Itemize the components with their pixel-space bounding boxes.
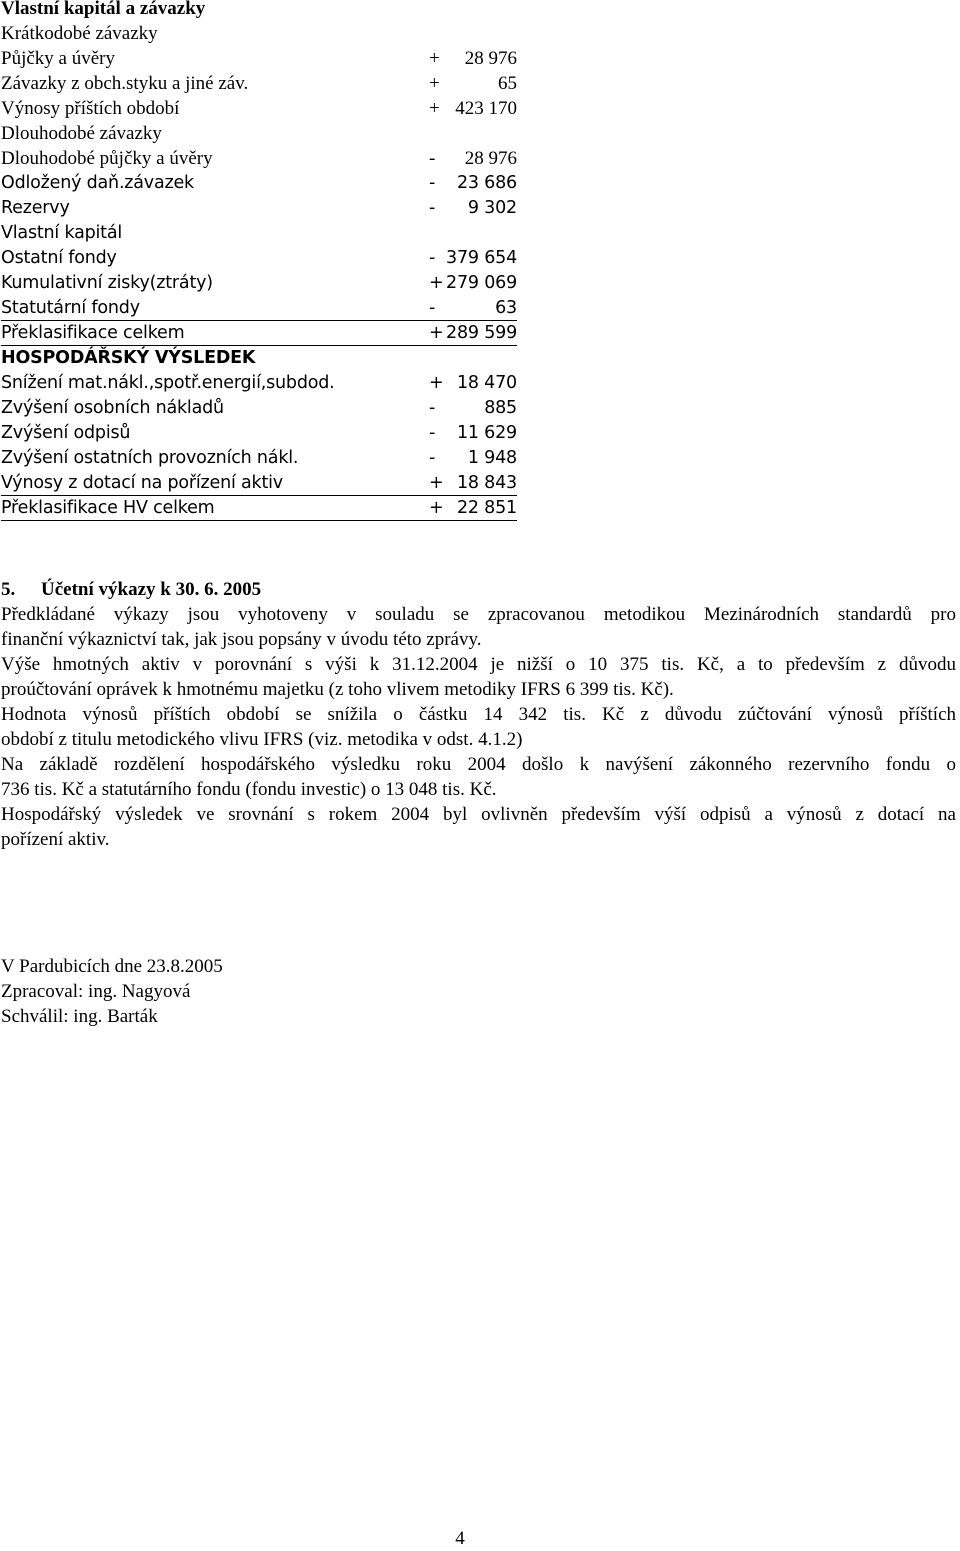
row-sign: - <box>429 198 436 218</box>
paragraph-line: Na základě rozdělení hospodářského výsledku roku 2004 došlo k navýšení zákonného rezervního fondu o <box>1 754 956 775</box>
paragraph-line: Hodnota výnosů příštích období se snížila o částku 14 342 tis. Kč z důvodu zúčtování výnosů příštích <box>1 704 956 725</box>
row-value: 18 470 <box>456 373 517 393</box>
row-sign: - <box>429 248 436 268</box>
row-value: 63 <box>495 298 517 318</box>
paragraph <box>1 752 956 802</box>
paragraph <box>1 702 956 752</box>
row-label: Překlasifikace celkem <box>1 323 185 343</box>
row-value: 23 686 <box>456 173 517 193</box>
row-sign: - <box>429 448 436 468</box>
row-value: 9 302 <box>467 198 517 218</box>
row-sign: - <box>429 398 436 418</box>
row-value: 65 <box>498 73 517 94</box>
table-row <box>1 446 517 471</box>
row-label: Statutární fondy <box>1 298 140 318</box>
section-heading: Vlastní kapitál a závazky <box>1 0 206 19</box>
row-label: Ostatní fondy <box>1 248 117 268</box>
row-value: 28 976 <box>464 148 517 169</box>
table-row <box>1 396 517 421</box>
row-label: Rezervy <box>1 198 70 218</box>
row-value: 28 976 <box>464 48 517 69</box>
table-row <box>1 296 517 321</box>
row-label: Odložený daň.závazek <box>1 173 194 193</box>
row-value: 379 654 <box>446 248 517 268</box>
row-label: Zvýšení ostatních provozních nákl. <box>1 448 299 468</box>
row-sign: + <box>429 273 444 293</box>
paragraph-line: období z titulu metodického vlivu IFRS (viz. metodika v odst. 4.1.2) <box>1 729 523 750</box>
row-label: Zvýšení odpisů <box>1 423 131 443</box>
equity-title: Vlastní kapitál <box>1 223 123 243</box>
row-label: Snížení mat.nákl.,spotř.energií,subdod. <box>1 373 335 393</box>
row-value: 279 069 <box>446 273 517 293</box>
paragraph <box>1 652 956 702</box>
table-row <box>1 246 517 271</box>
table-row <box>1 196 517 221</box>
total-row <box>1 496 517 521</box>
paragraph-line: Předkládané výkazy jsou vyhotoveny v souladu se zpracovanou metodikou Mezinárodních standardů pro <box>1 604 956 625</box>
row-sign: + <box>429 73 440 94</box>
short-term-title: Krátkodobé závazky <box>1 23 158 44</box>
row-sign: - <box>429 173 436 193</box>
page-number: 4 <box>455 1528 465 1549</box>
row-sign: + <box>429 473 444 493</box>
paragraph-line: finanční výkaznictví tak, jak jsou popsány v úvodu této zprávy. <box>1 629 482 650</box>
row-sign: - <box>429 423 436 443</box>
total-row <box>1 321 517 346</box>
row-sign: + <box>429 323 444 343</box>
row-value: 423 170 <box>455 98 517 119</box>
approved-by: Schválil: ing. Barták <box>1 1006 158 1027</box>
table-row <box>1 171 517 196</box>
row-value: 18 843 <box>456 473 517 493</box>
table-row <box>1 421 517 446</box>
section-5-title <box>1 577 262 602</box>
row-sign: - <box>429 298 436 318</box>
paragraph-line: proúčtování oprávek k hmotnému majetku (z toho vlivem metodiky IFRS 6 399 tis. Kč). <box>1 679 674 700</box>
paragraph-line: Výše hmotných aktiv v porovnání s výši k 31.12.2004 je nižší o 10 375 tis. Kč, a to především z důvodu <box>1 654 956 675</box>
row-label: Překlasifikace HV celkem <box>1 498 215 518</box>
row-label: Výnosy příštích období <box>1 98 180 119</box>
place-date: V Pardubicích dne 23.8.2005 <box>1 956 223 977</box>
row-label: Půjčky a úvěry <box>1 48 115 69</box>
row-sign: + <box>429 373 444 393</box>
row-sign: + <box>429 48 440 69</box>
paragraph-line: Hospodářský výsledek ve srovnání s rokem 2004 byl ovlivněn především výší odpisů a výnosů z dotací na <box>1 804 956 825</box>
section-title-text: Účetní výkazy k 30. 6. 2005 <box>41 579 262 600</box>
prepared-by: Zpracoval: ing. Nagyová <box>1 981 191 1002</box>
row-value: 1 948 <box>467 448 517 468</box>
row-label: Dlouhodobé půjčky a úvěry <box>1 148 213 169</box>
section-number: 5. <box>1 579 16 600</box>
row-value: 11 629 <box>456 423 517 443</box>
table-row <box>1 271 517 296</box>
paragraph-line: pořízení aktiv. <box>1 829 110 850</box>
row-value: 885 <box>484 398 517 418</box>
table-row <box>1 46 517 71</box>
paragraph-line: 736 tis. Kč a statutárního fondu (fondu investic) o 13 048 tis. Kč. <box>1 779 497 800</box>
table-row <box>1 146 517 171</box>
row-sign: + <box>429 498 444 518</box>
table-row <box>1 371 517 396</box>
long-term-title: Dlouhodobé závazky <box>1 123 162 144</box>
row-label: Závazky z obch.styku a jiné záv. <box>1 73 249 94</box>
paragraph <box>1 802 956 852</box>
row-label: Zvýšení osobních nákladů <box>1 398 224 418</box>
table-row <box>1 471 517 496</box>
paragraph <box>1 602 956 652</box>
result-title: HOSPODÁŘSKÝ VÝSLEDEK <box>1 348 256 368</box>
row-sign: - <box>429 148 436 169</box>
row-sign: + <box>429 98 440 119</box>
table-row <box>1 96 517 121</box>
table-row <box>1 71 517 96</box>
row-value: 22 851 <box>456 498 517 518</box>
row-value: 289 599 <box>446 323 517 343</box>
row-label: Kumulativní zisky(ztráty) <box>1 273 213 293</box>
row-label: Výnosy z dotací na pořízení aktiv <box>1 473 283 493</box>
